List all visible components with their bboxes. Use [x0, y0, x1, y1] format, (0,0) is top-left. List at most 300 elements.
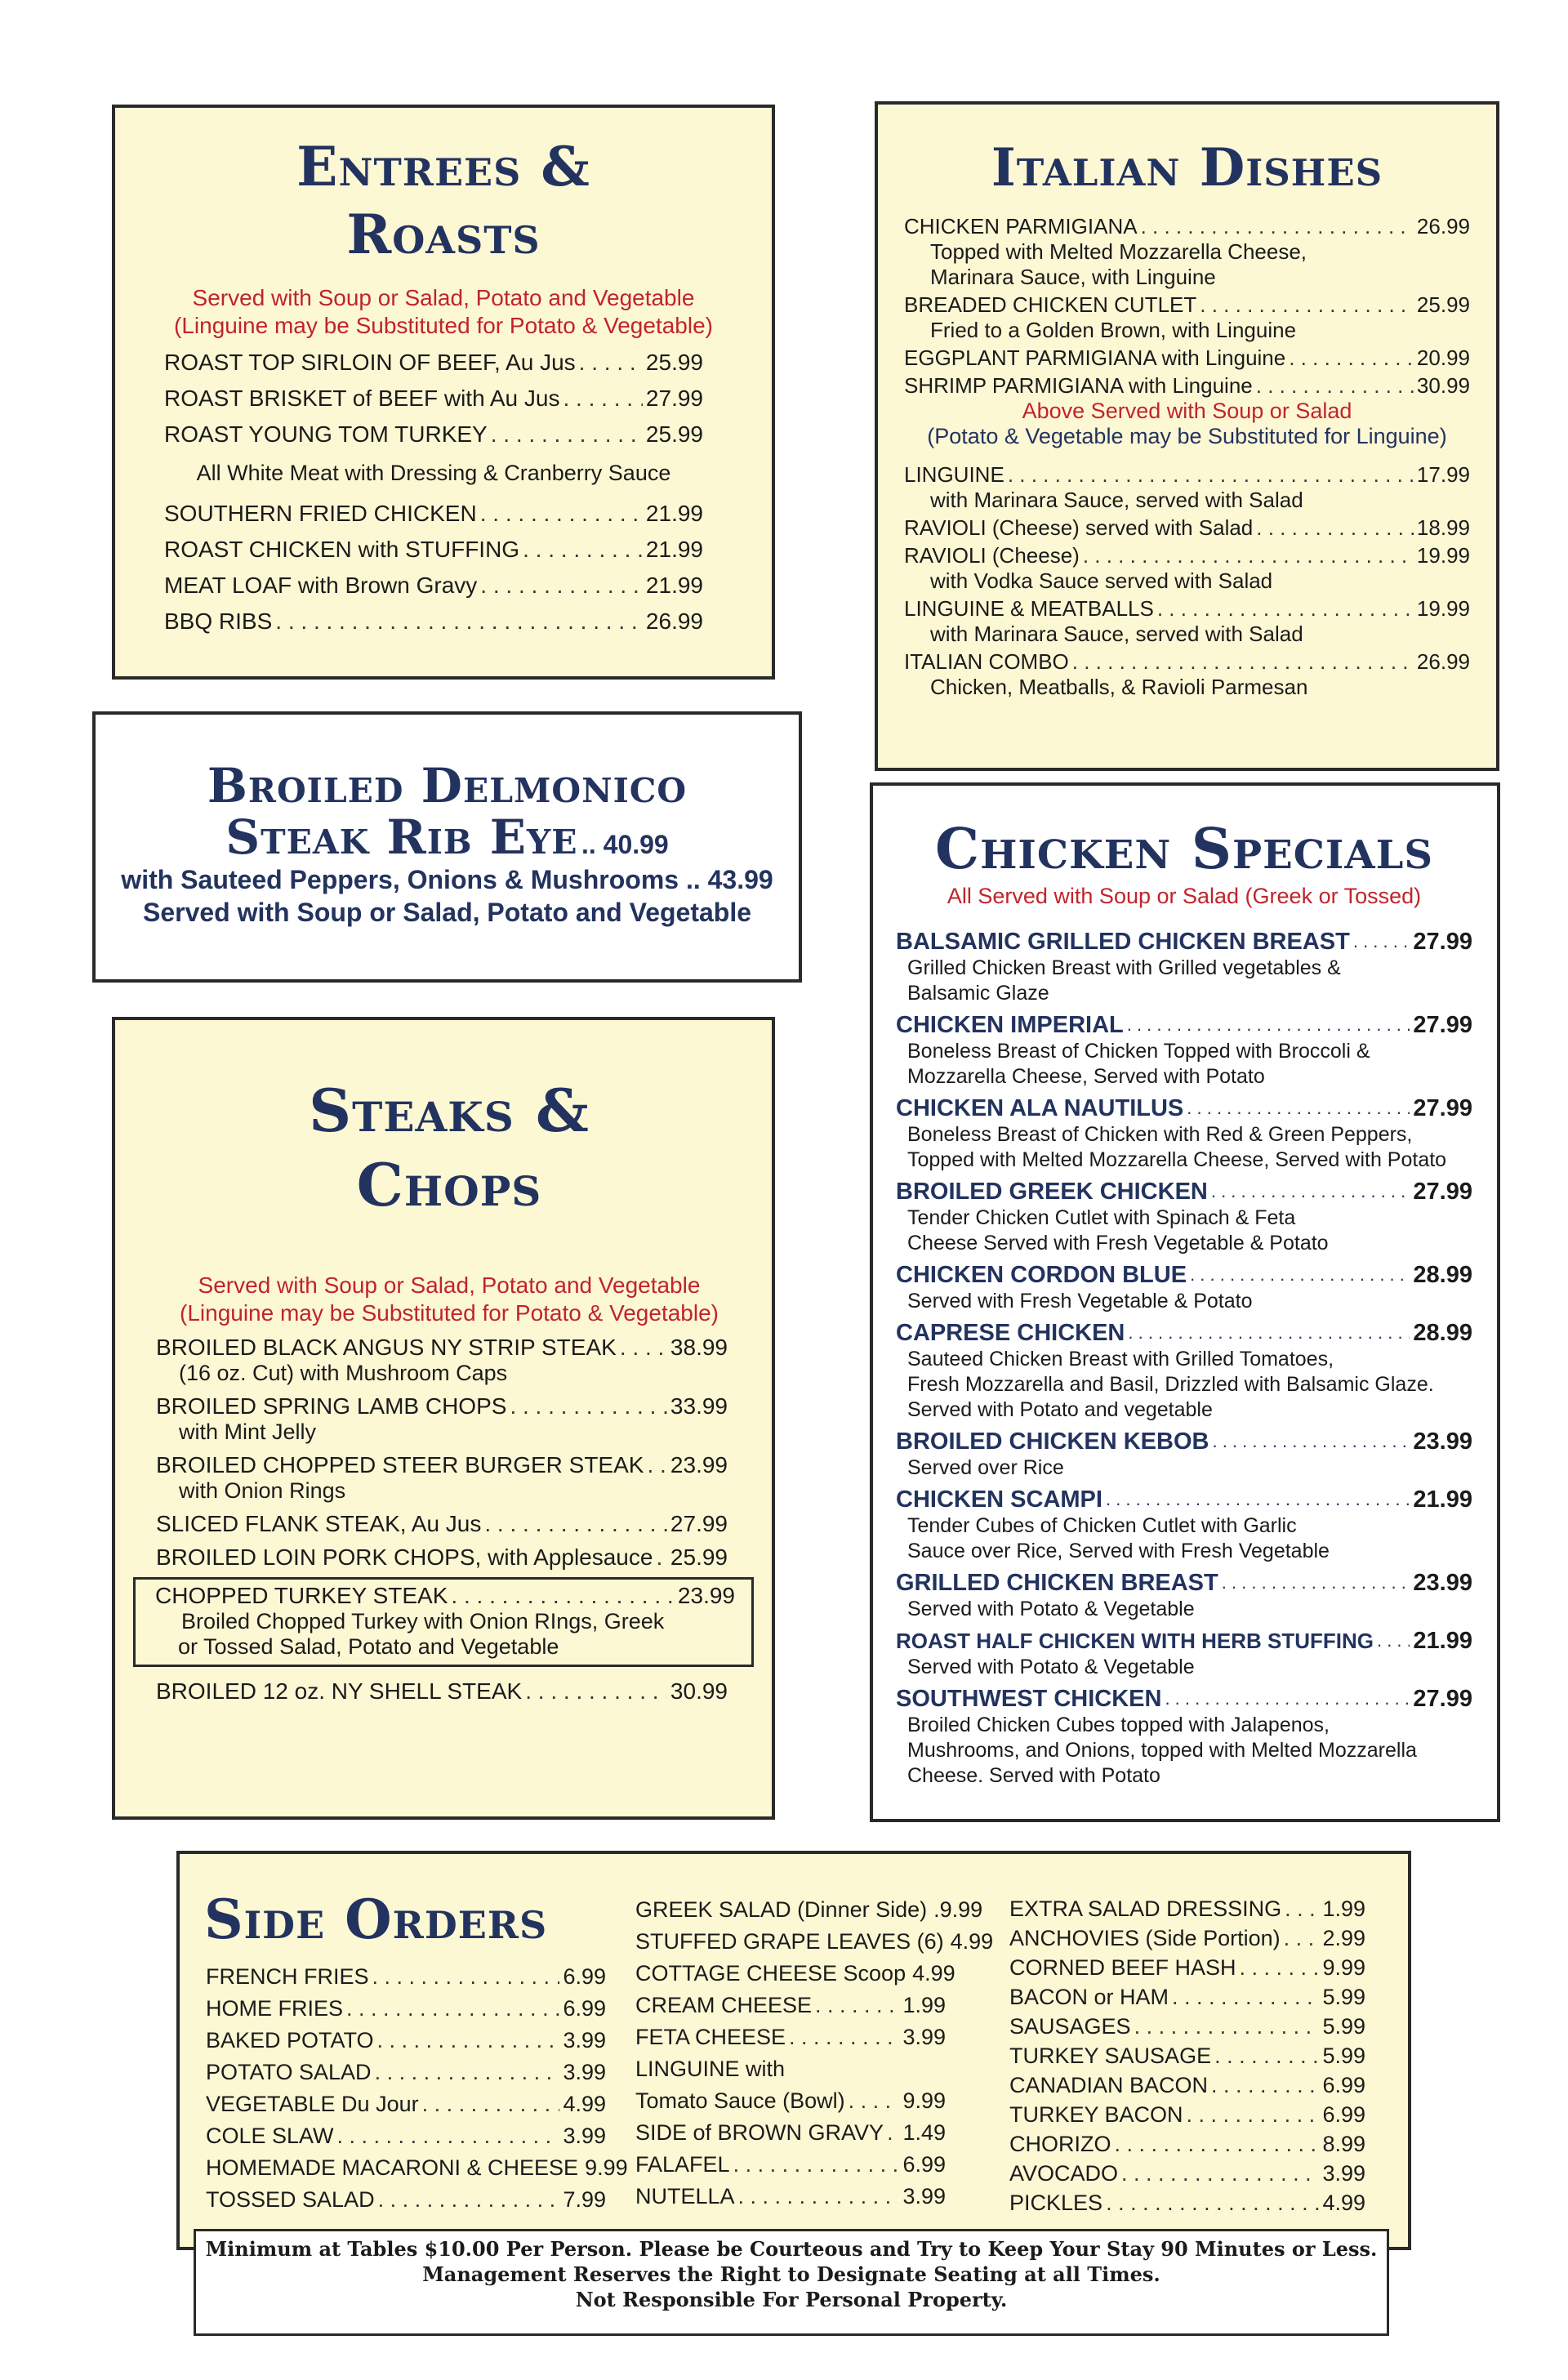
item-name: CHICKEN IMPERIAL	[896, 1012, 1124, 1038]
item-name: CHICKEN SCAMPI	[896, 1486, 1102, 1513]
item-price: 30.99	[1416, 373, 1470, 398]
menu-item	[896, 1627, 1472, 1655]
side-item	[635, 1958, 956, 1990]
item-name: RAVIOLI (Cheese) served with Salad	[904, 515, 1254, 540]
item-name: AVOCADO	[1009, 2161, 1119, 2186]
dot-leader	[491, 421, 643, 448]
item-price: 9.99	[1322, 1955, 1365, 1980]
dot-leader	[1187, 1094, 1410, 1122]
dot-leader	[1284, 1923, 1320, 1953]
item-name: ROAST BRISKET of BEEF with Au Jus	[164, 386, 560, 411]
item-price: 5.99	[1322, 2044, 1365, 2068]
dot-leader	[480, 501, 643, 527]
item-name: CHICKEN PARMIGIANA	[904, 214, 1138, 238]
item-price: 27.99	[1413, 1179, 1472, 1205]
menu-item-desc: Served with Fresh Vegetable & Potato	[907, 1290, 1253, 1313]
item-price: 4.99	[1322, 2191, 1365, 2215]
item-name: CHORIZO	[1009, 2132, 1111, 2156]
menu-item	[156, 1393, 728, 1420]
dot-leader	[1128, 1319, 1410, 1347]
menu-item	[164, 386, 703, 412]
menu-item-desc: (16 oz. Cut) with Mushroom Caps	[179, 1361, 508, 1385]
entrees-title-line1: Entrees &	[296, 135, 590, 198]
sides-column-3	[1009, 1894, 1365, 2217]
menu-item	[156, 1544, 728, 1571]
side-item	[1009, 2100, 1365, 2129]
side-item	[206, 2152, 628, 2184]
item-name: ROAST CHICKEN with STUFFING	[164, 537, 520, 562]
item-price: 19.99	[1416, 543, 1470, 568]
dot-leader	[1172, 1982, 1319, 2012]
item-price: 6.99	[1322, 2073, 1365, 2097]
delmonico-option: with Sauteed Peppers, Onions & Mushrooms .. 43.99	[121, 865, 773, 894]
side-item	[206, 2025, 606, 2057]
item-name: SIDE of BROWN GRAVY	[635, 2120, 884, 2145]
menu-item	[164, 421, 703, 448]
item-price: 1.99	[902, 1993, 946, 2017]
menu-item	[156, 1511, 728, 1537]
turkey-steak-box	[133, 1577, 754, 1667]
italian-note: Above Served with Soup or Salad	[1022, 399, 1352, 423]
item-name: CAPRESE CHICKEN	[896, 1320, 1125, 1346]
dot-leader	[1127, 1011, 1410, 1039]
dot-leader	[1222, 1569, 1410, 1597]
italian-list-1	[904, 214, 1470, 399]
dot-leader	[1353, 928, 1410, 956]
menu-item	[896, 1685, 1472, 1713]
menu-item-desc: with Mint Jelly	[179, 1420, 317, 1444]
turkey-steak-desc: Broiled Chopped Turkey with Onion RIngs, Greek	[181, 1609, 665, 1633]
item-price: 23.99	[1413, 1570, 1472, 1596]
side-item	[1009, 2159, 1365, 2188]
item-name: BACON or HAM	[1009, 1985, 1169, 2009]
menu-item	[164, 608, 703, 635]
dot-leader	[372, 1961, 560, 1993]
item-price: 6.99	[563, 1964, 606, 1989]
policy-notice	[194, 2229, 1389, 2336]
item-price: 6.99	[563, 1996, 606, 2021]
steaks-subtitle-2: (Linguine may be Substituted for Potato & Vegetable)	[180, 1300, 719, 1326]
dot-leader	[422, 2088, 560, 2120]
item-price: 7.99	[563, 2187, 606, 2212]
policy-line-2: Management Reserves the Right to Designate Seating at all Times.	[422, 2262, 1160, 2286]
menu-item	[164, 501, 703, 527]
menu-item	[896, 1428, 1472, 1455]
dot-leader	[733, 2149, 900, 2181]
item-name: FRENCH FRIES	[206, 1964, 369, 1989]
item-price: 25.99	[1416, 292, 1470, 317]
item-name: ROAST TOP SIRLOIN OF BEEF, Au Jus	[164, 350, 576, 375]
italian-note-2: (Potato & Vegetable may be Substituted for Linguine)	[927, 424, 1447, 448]
item-price: 28.99	[1413, 1320, 1472, 1346]
side-item	[1009, 2129, 1365, 2159]
item-price: 23.99	[670, 1452, 728, 1477]
item-price: 4.99	[912, 1961, 956, 1986]
dot-leader	[1214, 2041, 1319, 2070]
item-name: POTATO SALAD	[206, 2060, 372, 2084]
item-name: SHRIMP PARMIGIANA with Linguine	[904, 373, 1253, 398]
menu-item	[156, 1452, 728, 1478]
dot-leader	[1115, 2129, 1320, 2159]
item-name: HOMEMADE MACARONI & CHEESE	[206, 2155, 579, 2180]
side-item	[635, 1894, 983, 1926]
item-price: 6.99	[1322, 2102, 1365, 2127]
item-name: ANCHOVIES (Side Portion)	[1009, 1926, 1281, 1950]
menu-item	[896, 928, 1472, 956]
item-name: FALAFEL	[635, 2152, 730, 2177]
steaks-title-line1: Steaks &	[309, 1076, 590, 1145]
item-price: 27.99	[1413, 929, 1472, 955]
item-name: LINGUINE & MEATBALLS	[904, 596, 1154, 621]
item-name: EXTRA SALAD DRESSING	[1009, 1896, 1282, 1921]
side-item	[635, 2181, 946, 2213]
menu-item	[904, 214, 1470, 239]
turkey-steak-desc-2: or Tossed Salad, Potato and Vegetable	[178, 1634, 559, 1659]
menu-item	[896, 1319, 1472, 1347]
italian-list-2	[904, 462, 1470, 700]
turkey-steak-name: CHOPPED TURKEY STEAK	[155, 1583, 448, 1608]
item-price: 26.99	[645, 608, 703, 634]
item-price: 19.99	[1416, 596, 1470, 621]
dot-leader	[1289, 345, 1414, 371]
item-name: HOME FRIES	[206, 1996, 344, 2021]
menu-item	[904, 515, 1470, 541]
entrees-list	[164, 350, 703, 635]
menu-item	[904, 345, 1470, 371]
entrees-subtitle-2: (Linguine may be Substituted for Potato & Vegetable)	[174, 313, 713, 338]
item-price: 27.99	[645, 386, 703, 411]
chicken-list	[896, 928, 1472, 1789]
item-name: LINGUINE with	[635, 2057, 786, 2081]
sides-title: Side Orders	[204, 1888, 548, 1951]
item-price: 21.99	[645, 573, 703, 598]
delmonico-served-with: Served with Soup or Salad, Potato and Vegetable	[142, 898, 752, 927]
sides-column-1	[206, 1961, 628, 2216]
dot-leader	[1377, 1627, 1410, 1655]
menu-item	[896, 1569, 1472, 1597]
side-item	[206, 2184, 606, 2216]
item-name: BALSAMIC GRILLED CHICKEN BREAST	[896, 929, 1350, 955]
menu-item-desc: Cheese Served with Fresh Vegetable & Potato	[907, 1232, 1329, 1255]
dot-leader	[656, 1544, 666, 1571]
menu-item-desc: Mushrooms, and Onions, topped with Melted Mozzarella	[907, 1739, 1417, 1762]
item-price: 6.99	[902, 2152, 946, 2177]
item-name: STUFFED GRAPE LEAVES (6)	[635, 1929, 944, 1954]
item-name: MEAT LOAF with Brown Gravy	[164, 573, 478, 598]
item-price: 3.99	[563, 2124, 606, 2148]
item-name: ITALIAN COMBO	[904, 649, 1069, 674]
item-name: VEGETABLE Du Jour	[206, 2092, 419, 2116]
side-item	[206, 2120, 606, 2152]
item-price: 5.99	[1322, 2014, 1365, 2039]
menu-item-note: All White Meat with Dressing & Cranberry Sauce	[196, 461, 671, 485]
entrees-title-line2: Roasts	[346, 203, 541, 266]
item-name: TURKEY BACON	[1009, 2102, 1183, 2127]
dot-leader	[1187, 2100, 1320, 2129]
shell-steak-name: BROILED 12 oz. NY SHELL STEAK	[156, 1678, 523, 1704]
item-price: 1.99	[1322, 1896, 1365, 1921]
item-name: GREEK SALAD (Dinner Side)	[635, 1897, 928, 1922]
dot-leader	[523, 537, 643, 563]
side-item	[1009, 1982, 1365, 2012]
steaks-list	[156, 1335, 728, 1571]
item-name: BROILED CHOPPED STEER BURGER STEAK	[156, 1452, 644, 1477]
dot-leader	[510, 1393, 666, 1420]
item-name: RAVIOLI (Cheese)	[904, 543, 1080, 568]
dot-leader	[480, 573, 643, 599]
item-price: 33.99	[670, 1393, 728, 1419]
dot-leader	[377, 2025, 560, 2057]
item-price: 1.49	[902, 2120, 946, 2145]
dot-leader	[346, 1993, 559, 2025]
item-name: COLE SLAW	[206, 2124, 334, 2148]
side-item	[1009, 2012, 1365, 2041]
menu-item	[156, 1335, 728, 1361]
dot-leader	[1141, 214, 1414, 239]
delmonico-section	[92, 711, 802, 983]
entrees-subtitle: Served with Soup or Salad, Potato and Vegetable	[192, 285, 695, 310]
menu-item-desc: Boneless Breast of Chicken Topped with Broccoli &	[907, 1040, 1370, 1063]
policy-line-3: Not Responsible For Personal Property.	[575, 2288, 1008, 2311]
menu-item	[904, 543, 1470, 568]
dot-leader	[1083, 543, 1414, 568]
dot-leader	[1211, 1178, 1410, 1206]
menu-item-desc: Served over Rice	[907, 1456, 1064, 1479]
menu-item-desc: Tender Cubes of Chicken Cutlet with Garlic	[907, 1514, 1297, 1537]
item-price: 26.99	[1416, 214, 1470, 238]
item-price: 23.99	[1413, 1428, 1472, 1455]
dot-leader	[1008, 462, 1414, 488]
menu-item-desc: Marinara Sauce, with Linguine	[930, 265, 1216, 289]
item-name: BREADED CHICKEN CUTLET	[904, 292, 1197, 317]
menu-item-desc: Cheese. Served with Potato	[907, 1764, 1160, 1787]
item-name: PICKLES	[1009, 2191, 1103, 2215]
item-price: 3.99	[902, 2025, 946, 2049]
menu-item-desc: Topped with Melted Mozzarella Cheese,	[930, 239, 1307, 264]
side-item	[1009, 2041, 1365, 2070]
item-price: 9.99	[585, 2155, 628, 2180]
item-price: 38.99	[670, 1335, 728, 1360]
menu-item-desc: Sauteed Chicken Breast with Grilled Tomatoes,	[907, 1348, 1334, 1371]
dot-leader	[1106, 1486, 1410, 1513]
dot-leader	[849, 2085, 900, 2117]
menu-item	[896, 1094, 1472, 1122]
side-item	[206, 1961, 606, 1993]
dot-leader	[1165, 1685, 1410, 1713]
menu-item	[904, 649, 1470, 675]
dot-leader	[1256, 515, 1414, 541]
item-price: 25.99	[670, 1544, 728, 1570]
item-name: CHICKEN CORDON BLUE	[896, 1262, 1187, 1288]
side-item	[206, 2057, 606, 2088]
item-name: BBQ RIBS	[164, 608, 273, 634]
item-name: FETA CHEESE	[635, 2025, 786, 2049]
side-item	[635, 2085, 946, 2117]
side-item	[635, 2021, 946, 2053]
side-item	[635, 2117, 946, 2149]
item-price: 25.99	[645, 350, 703, 375]
menu-item-desc: Mozzarella Cheese, Served with Potato	[907, 1065, 1265, 1088]
item-name: BROILED CHICKEN KEBOB	[896, 1428, 1209, 1455]
dot-leader	[484, 1511, 667, 1537]
item-name: BROILED LOIN PORK CHOPS, with Applesauce	[156, 1544, 653, 1570]
dot-leader	[375, 2057, 560, 2088]
menu-item-desc: Topped with Melted Mozzarella Cheese, Served with Potato	[907, 1148, 1447, 1171]
item-price: 26.99	[1416, 649, 1470, 674]
menu-item-desc: Broiled Chicken Cubes topped with Jalapenos,	[907, 1714, 1330, 1736]
dot-leader	[1134, 2012, 1320, 2041]
delmonico-title-line1: Broiled Delmonico	[207, 758, 688, 813]
steaks-section	[112, 1017, 775, 1820]
steaks-subtitle: Served with Soup or Salad, Potato and Vegetable	[198, 1272, 701, 1298]
item-name: ROAST YOUNG TOM TURKEY	[164, 421, 488, 447]
item-name: CORNED BEEF HASH	[1009, 1955, 1236, 1980]
sides-section	[176, 1851, 1411, 2250]
menu-item	[904, 292, 1470, 318]
menu-item	[164, 573, 703, 599]
shell-steak-price: 30.99	[670, 1678, 728, 1704]
dot-leader	[378, 2184, 560, 2216]
item-price: 3.99	[902, 2184, 946, 2208]
turkey-steak-price: 23.99	[677, 1583, 735, 1608]
dot-leader	[563, 386, 642, 412]
steaks-title-line2: Chops	[356, 1150, 542, 1219]
delmonico-title-line2: Steak Rib Eye	[225, 809, 578, 865]
dot-leader	[647, 1452, 666, 1478]
item-name: BROILED BLACK ANGUS NY STRIP STEAK	[156, 1335, 617, 1360]
item-name: COTTAGE CHEESE Scoop	[635, 1961, 906, 1986]
dot-leader	[1121, 2159, 1319, 2188]
item-name: BROILED GREEK CHICKEN	[896, 1179, 1208, 1205]
dot-leader	[1212, 1428, 1410, 1455]
item-price: 9.99	[902, 2088, 946, 2113]
dot-leader	[1157, 596, 1414, 622]
dot-leader	[620, 1335, 667, 1361]
side-item	[1009, 1894, 1365, 1923]
item-name: TURKEY SAUSAGE	[1009, 2044, 1212, 2068]
dot-leader	[887, 2117, 899, 2149]
item-price: 27.99	[1413, 1012, 1472, 1038]
item-price: 3.99	[563, 2028, 606, 2052]
item-price: 18.99	[1416, 515, 1470, 540]
item-price: 4.99	[563, 2092, 606, 2116]
menu-item-desc: Sauce over Rice, Served with Fresh Vegetable	[907, 1540, 1330, 1562]
dot-leader	[275, 608, 643, 635]
menu-item-desc: Fresh Mozzarella and Basil, Drizzled with Balsamic Glaze.	[907, 1373, 1434, 1396]
chicken-subtitle: All Served with Soup or Salad (Greek or Tossed)	[947, 884, 1422, 908]
menu-item	[896, 1011, 1472, 1039]
menu-item-desc: Chicken, Meatballs, & Ravioli Parmesan	[930, 675, 1308, 699]
side-item	[635, 2053, 946, 2085]
item-price: 25.99	[645, 421, 703, 447]
menu-item	[904, 373, 1470, 399]
menu-item-desc: Fried to a Golden Brown, with Linguine	[930, 318, 1297, 342]
item-price: 8.99	[1322, 2132, 1365, 2156]
entrees-section	[112, 105, 775, 680]
item-price: 3.99	[563, 2060, 606, 2084]
item-price: 5.99	[1322, 1985, 1365, 2009]
item-price: 21.99	[1413, 1628, 1472, 1654]
menu-item-desc: Balsamic Glaze	[907, 982, 1049, 1005]
menu-item	[896, 1178, 1472, 1206]
sides-column-2	[635, 1894, 994, 2213]
side-item	[206, 2088, 606, 2120]
item-name: NUTELLA	[635, 2184, 735, 2208]
dot-leader	[789, 2021, 899, 2053]
item-price: 28.99	[1413, 1262, 1472, 1288]
menu-item	[904, 462, 1470, 488]
menu-item	[904, 596, 1470, 622]
menu-item	[896, 1486, 1472, 1513]
item-name: EGGPLANT PARMIGIANA with Linguine	[904, 345, 1286, 370]
side-item	[1009, 2188, 1365, 2217]
side-item	[1009, 2070, 1365, 2100]
item-name: CHICKEN ALA NAUTILUS	[896, 1095, 1184, 1121]
delmonico-price: .. 40.99	[581, 830, 669, 859]
item-price: 20.99	[1416, 345, 1470, 370]
item-name: CANADIAN BACON	[1009, 2073, 1209, 2097]
dot-leader	[1240, 1953, 1320, 1982]
item-price: 27.99	[1413, 1686, 1472, 1712]
item-price: 27.99	[670, 1511, 728, 1536]
item-price: 21.99	[645, 501, 703, 526]
italian-title: Italian Dishes	[991, 137, 1383, 198]
item-price: 4.99	[950, 1929, 994, 1954]
side-item	[635, 2149, 946, 2181]
item-name: CREAM CHEESE	[635, 1993, 813, 2017]
side-item	[1009, 1923, 1365, 1953]
italian-section	[875, 101, 1499, 771]
item-price: 17.99	[1416, 462, 1470, 487]
policy-line: Minimum at Tables $10.00 Per Person. Please be Courteous and Try to Keep Your Stay 90 Minutes or Less.	[205, 2237, 1378, 2261]
item-price: 21.99	[645, 537, 703, 562]
menu-item-desc: Served with Potato & Vegetable	[907, 1598, 1195, 1620]
item-name: BROILED SPRING LAMB CHOPS	[156, 1393, 507, 1419]
item-price: .9.99	[933, 1897, 983, 1922]
menu-item-desc: Tender Chicken Cutlet with Spinach & Feta	[907, 1206, 1296, 1229]
item-name: SLICED FLANK STEAK, Au Jus	[156, 1511, 482, 1536]
item-name: ROAST HALF CHICKEN WITH HERB STUFFING	[896, 1629, 1374, 1653]
side-item	[635, 1926, 994, 1958]
item-name: SOUTHWEST CHICKEN	[896, 1686, 1162, 1712]
menu-item	[164, 537, 703, 563]
dot-leader	[815, 1990, 899, 2021]
side-item	[635, 1990, 946, 2021]
item-name: BAKED POTATO	[206, 2028, 374, 2052]
menu-item-desc: with Onion Rings	[179, 1478, 346, 1503]
dot-leader	[337, 2120, 560, 2152]
dot-leader	[1106, 2188, 1319, 2217]
item-price: 2.99	[1322, 1926, 1365, 1950]
side-item	[206, 1993, 606, 2025]
item-name: SAUSAGES	[1009, 2014, 1131, 2039]
item-price: 27.99	[1413, 1095, 1472, 1121]
dot-leader	[738, 2181, 900, 2213]
dot-leader	[1285, 1894, 1319, 1923]
item-price: 21.99	[1413, 1486, 1472, 1513]
menu-item-desc: with Marinara Sauce, served with Salad	[930, 622, 1303, 646]
chicken-title: Chicken Specials	[934, 817, 1434, 882]
item-name: SOUTHERN FRIED CHICKEN	[164, 501, 477, 526]
dot-leader	[1211, 2070, 1319, 2100]
chicken-section	[870, 782, 1500, 1822]
menu-item	[896, 1261, 1472, 1289]
item-name: GRILLED CHICKEN BREAST	[896, 1570, 1218, 1596]
item-name: LINGUINE	[904, 462, 1004, 487]
menu-item-desc: Served with Potato & Vegetable	[907, 1656, 1195, 1678]
dot-leader	[579, 350, 643, 376]
item-price: 3.99	[1322, 2161, 1365, 2186]
